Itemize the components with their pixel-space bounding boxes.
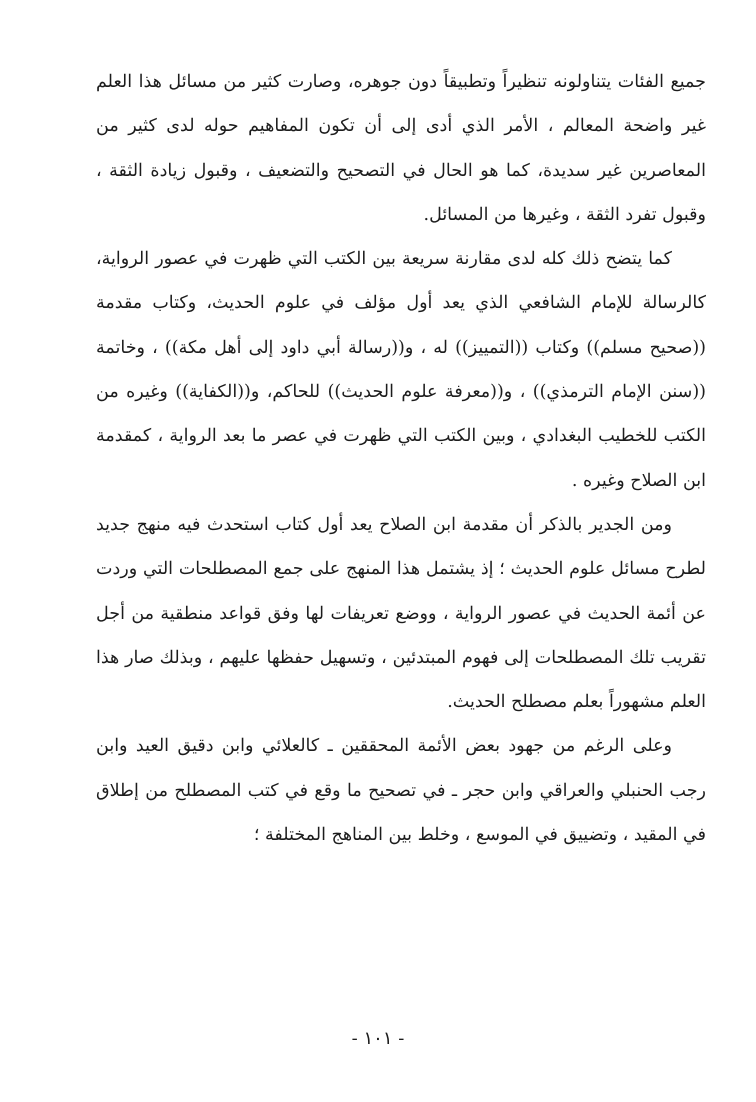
paragraph-3: ومن الجدير بالذكر أن مقدمة ابن الصلاح يعد أول كتاب استحدث فيه منهج جديد لطرح مسائل علوم الحديث ؛ إذ يشتمل هذا المنهج على جمع المصطلحات التي وردت عن أئمة الحديث في عصور الرواية ، ووضع تعريفات لها وفق قواعد منطقية من أجل تقريب تلك المصطلحات إلى فهوم المبتدئين ، وتسهيل حفظها عليهم ، وبذلك صار هذا العلم مشهوراً بعلم مصطلح الحديث.: [96, 514, 706, 713]
paragraph-2: كما يتضح ذلك كله لدى مقارنة سريعة بين الكتب التي ظهرت في عصور الرواية، كالرسالة للإمام الشافعي الذي يعد أول مؤلف في علوم الحديث، وكتاب مقدمة ((صحيح مسلم)) وكتاب ((التمييز)) له ، و((رسالة أبي داود إلى أهل مكة)) ، وخاتمة ((سنن الإمام الترمذي)) ، و((معرفة علوم الحديث)) للحاكم، و((الكفاية)) وغيره من الكتب للخطيب البغدادي ، وبين الكتب التي ظهرت في عصر ما بعد الرواية ، كمقدمة ابن الصلاح وغيره .: [96, 249, 706, 491]
page-number: - ١٠١ -: [351, 1028, 405, 1049]
page-body: [96, 60, 706, 857]
paragraph-1: جميع الفئات يتناولونه تنظيراً وتطبيقاً دون جوهره، وصارت كثير من مسائل هذا العلم غير واضحة المعالم ، الأمر الذي أدى إلى أن تكون المفاهيم حوله لدى كثير من المعاصرين غير سديدة، كما هو الحال في التصحيح والتضعيف ، وقبول زيادة الثقة ، وقبول تفرد الثقة ، وغيرها من المسائل.: [96, 72, 706, 225]
paragraph-4: وعلى الرغم من جهود بعض الأئمة المحققين ـ كالعلائي وابن دقيق العيد وابن رجب الحنبلي والعراقي وابن حجر ـ في تصحيح ما وقع في كتب المصطلح من إطلاق في المقيد ، وتضييق في الموسع ، وخلط بين المناهج المختلفة ؛: [96, 736, 706, 846]
